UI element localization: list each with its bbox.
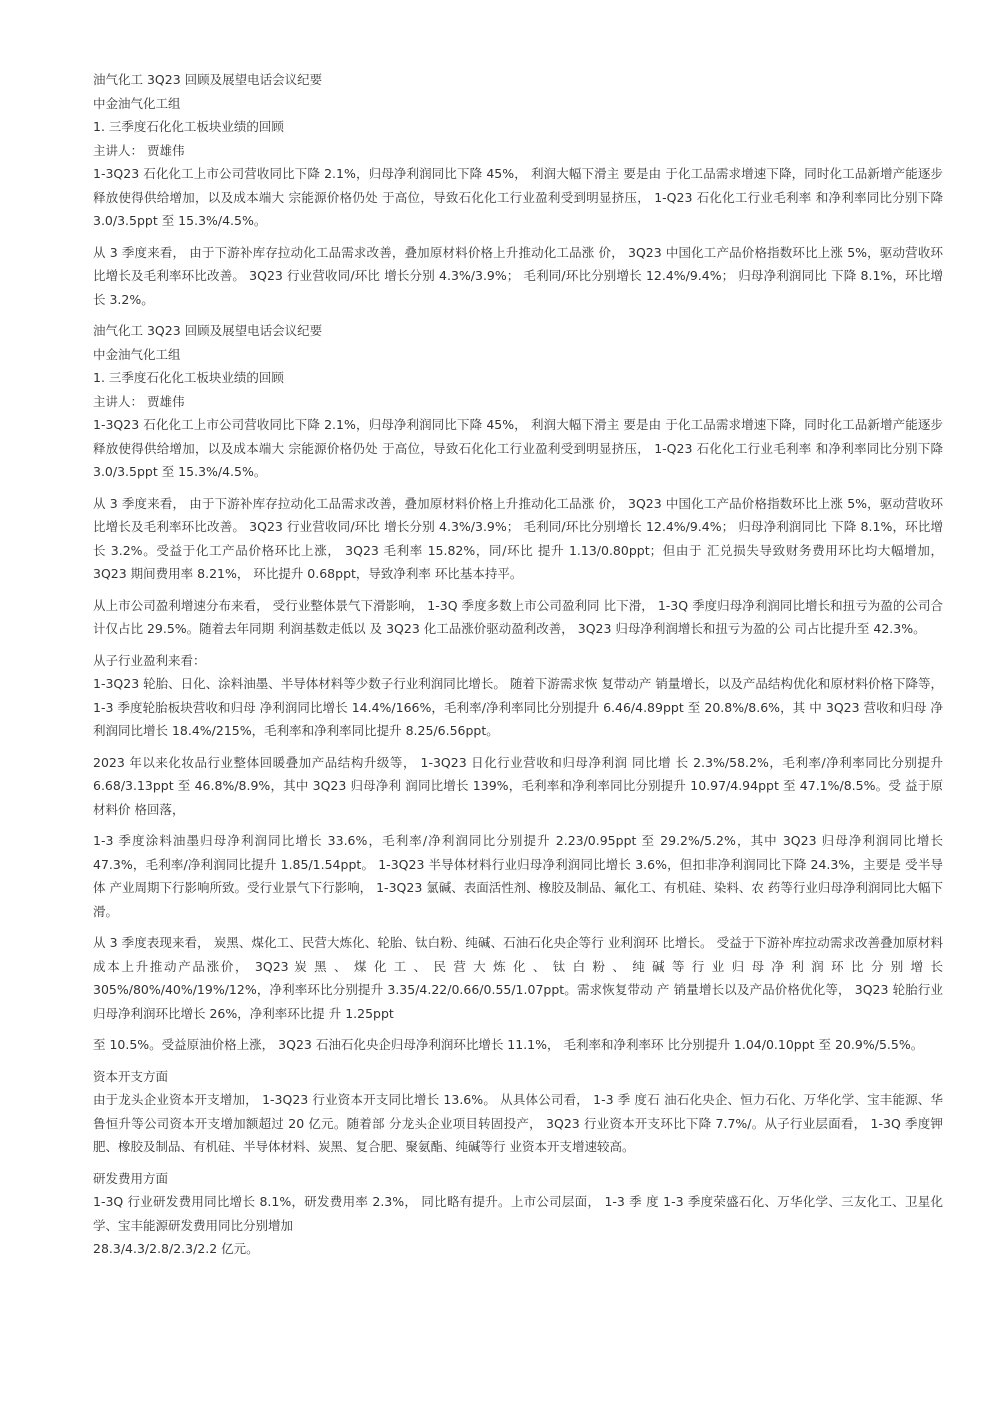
paragraph [93, 1033, 943, 1057]
title-line: 油气化工 3Q23 回顾及展望电话会议纪要 [93, 323, 323, 338]
paragraph-text: 由于龙头企业资本开支增加， 1-3Q23 行业资本开支同比增长 13.6%。 从具体公司看， 1-3 季 度石 油石化央企、恒力石化、万华化学、宝丰能源、华鲁恒升等公司资本开支增加额超过 20 亿元。随着部 分龙头企业项目转固投产， 3Q23 行业资本开支环比下降 7.7%/。从子行业层面看， 1-3Q 季度钾 肥、橡胶及制品、有机硅、半导体材料、炭黑、复合肥、聚氨酯、纯碱等行 业资本开支增速较高。 [93, 1092, 943, 1154]
paragraph [93, 1190, 943, 1237]
paragraph [93, 751, 943, 822]
paragraph [93, 241, 943, 312]
paragraph-text: 1-3Q 行业研发费用同比增长 8.1%，研发费用率 2.3%， 同比略有提升。上市公司层面， 1-3 季 度 1-3 季度荣盛石化、万华化学、三友化工、卫星化学、宝丰能源研发费用同比分别增加 [93, 1194, 943, 1233]
paragraph-text: 1-3Q23 轮胎、日化、涂料油墨、半导体材料等少数子行业利润同比增长。 随着下游需求恢 复带动产 销量增长，以及产品结构优化和原材料价格下降等， 1-3 季度轮胎板块营收和归母 净利润同比增长 14.4%/166%，毛利率/净利率同比分别提升 6.46/4.89ppt 至 20.8%/8.6%，其 中 3Q23 营收和归母 净利润同比增长 18.4%/215%，毛利率和净利率同比提升 8.25/6.56ppt。 [93, 676, 943, 738]
team-line: 中金油气化工组 [93, 95, 181, 111]
paragraph [93, 1088, 943, 1159]
paragraph [93, 492, 943, 586]
paragraph [93, 594, 943, 641]
team-line: 中金油气化工组 [93, 346, 181, 362]
section-heading: 1. 三季度石化化工板块业绩的回顾 [93, 119, 284, 134]
subsection-heading: 从子行业盈利来看： [93, 652, 206, 668]
paragraph-text: 2023 年以来化妆品行业整体回暖叠加产品结构升级等， 1-3Q23 日化行业营收和归母净利润 同比增 长 2.3%/58.2%，毛利率/净利率同比分别提升 6.68/3.13ppt 至 46.8%/8.9%，其中 3Q23 归母净利 润同比增长 139%，毛利率和净利率同比分别提升 10.97/4.94ppt 至 47.1%/8.5%。受 益于原材料价 格回落， [93, 754, 943, 817]
paragraph-text: 至 10.5%。受益原油价格上涨， 3Q23 石油石化央企归母净利润环比增长 11.1%， 毛利率和净利率环 比分别提升 1.04/0.10ppt 至 20.9%/5.5%。 [93, 1037, 924, 1052]
paragraph-text: 从 3 季度来看， 由于下游补库存拉动化工品需求改善，叠加原材料价格上升推动化工品涨 价， 3Q23 中国化工产品价格指数环比上涨 5%，驱动营收环比增长及毛利率环比改善。 3Q23 行业营收同/环比 增长分别 4.3%/3.9%； 毛利同/环比分别增长 12.4%/9.4%； 归母净利润同比 下降 8.1%，环比增长 3.2%。 [93, 244, 943, 307]
paragraph [93, 931, 943, 1025]
paragraph [93, 829, 943, 923]
paragraph-text: 从上市公司盈利增速分布来看， 受行业整体景气下滑影响， 1-3Q 季度多数上市公司盈利同 比下滑， 1-3Q 季度归母净利润同比增长和扭亏为盈的公司合计仅占比 29.5%。随着去年同期 利润基数走低以 及 3Q23 化工品涨价驱动盈利改善， 3Q23 归母净利润增长和扭亏为盈的公 司占比提升至 42.3%。 [93, 597, 943, 636]
paragraph-text: 从 3 季度来看， 由于下游补库存拉动化工品需求改善，叠加原材料价格上升推动化工品涨 价， 3Q23 中国化工产品价格指数环比上涨 5%，驱动营收环比增长及毛利率环比改善。 3Q23 行业营收同/环比 增长分别 4.3%/3.9%； 毛利同/环比分别增长 12.4%/9.4%； 归母净利润同比 下降 8.1%，环比增长 3.2%。受益于化工产品价格环比上涨， 3Q23 毛利率 15.82%，同/环比 提升 1.13/0.80ppt；但由于 汇兑损失导致财务费用环比均大幅增加， 3Q23 期间费用率 8.21%， 环比提升 0.68ppt，导致净利率 环比基本持平。 [93, 495, 943, 581]
document-page [93, 68, 943, 1261]
section-heading: 1. 三季度石化化工板块业绩的回顾 [93, 370, 284, 385]
paragraph [93, 162, 943, 233]
speaker-line: 主讲人： 贾雄伟 [93, 393, 185, 409]
subsection-heading: 研发费用方面 [93, 1170, 169, 1186]
paragraph-text: 从 3 季度表现来看， 炭黑、煤化工、民营大炼化、轮胎、钛白粉、纯碱、石油石化央企等行 业利润环 比增长。 受益于下游补库拉动需求改善叠加原材料成本上升推动产品涨价， 3Q23 炭 黑 、 煤 化 工 、 民 营 大 炼 化 、 钛 白 粉 、 纯 碱 等 行 业 归 母 净 利 润 环 比 分 别 增 长 305%/80%/40%/19%/12%，净利率环比分别提升 3.35/4.22/0.66/0.55/1.07ppt。需求恢复带动 产 销量增长以及产品价格优化等， 3Q23 轮胎行业归母净利润环比增长 26%，净利率环比提 升 1.25ppt [93, 935, 943, 1021]
subsection-heading: 资本开支方面 [93, 1068, 169, 1084]
speaker-line: 主讲人： 贾雄伟 [93, 142, 185, 158]
closing-line: 28.3/4.3/2.8/2.3/2.2 亿元。 [93, 1241, 259, 1256]
title-line: 油气化工 3Q23 回顾及展望电话会议纪要 [93, 72, 323, 87]
paragraph-text: 1-3Q23 石化化工上市公司营收同比下降 2.1%，归母净利润同比下降 45%， 利润大幅下滑主 要是由 于化工品需求增速下降，同时化工品新增产能逐步释放使得供给增加，以及成本端大 宗能源价格仍处 于高位，导致石化化工行业盈利受到明显挤压， 1-Q23 石化化工行业毛利率 和净利率同比分别下降 3.0/3.5ppt 至 15.3%/4.5%。 [93, 166, 943, 228]
paragraph [93, 413, 943, 484]
paragraph [93, 672, 943, 743]
paragraph-text: 1-3Q23 石化化工上市公司营收同比下降 2.1%，归母净利润同比下降 45%， 利润大幅下滑主 要是由 于化工品需求增速下降，同时化工品新增产能逐步释放使得供给增加，以及成本端大 宗能源价格仍处 于高位，导致石化化工行业盈利受到明显挤压， 1-Q23 石化化工行业毛利率 和净利率同比分别下降 3.0/3.5ppt 至 15.3%/4.5%。 [93, 417, 943, 479]
paragraph-text: 1-3 季度涂料油墨归母净利润同比增长 33.6%，毛利率/净利润同比分别提升 2.23/0.95ppt 至 29.2%/5.2%，其中 3Q23 归母净利润同比增长 47.3%，毛利率/净利润同比提升 1.85/1.54ppt。 1-3Q23 半导体材料行业归母净利润同比增长 3.6%，但扣非净利润同比下降 24.3%，主要是 受半导体 产业周期下行影响所致。受行业景气下行影响， 1-3Q23 氯碱、表面活性剂、橡胶及制品、氟化工、有机硅、染料、农 药等行业归母净利润同比大幅下滑。 [93, 833, 943, 919]
